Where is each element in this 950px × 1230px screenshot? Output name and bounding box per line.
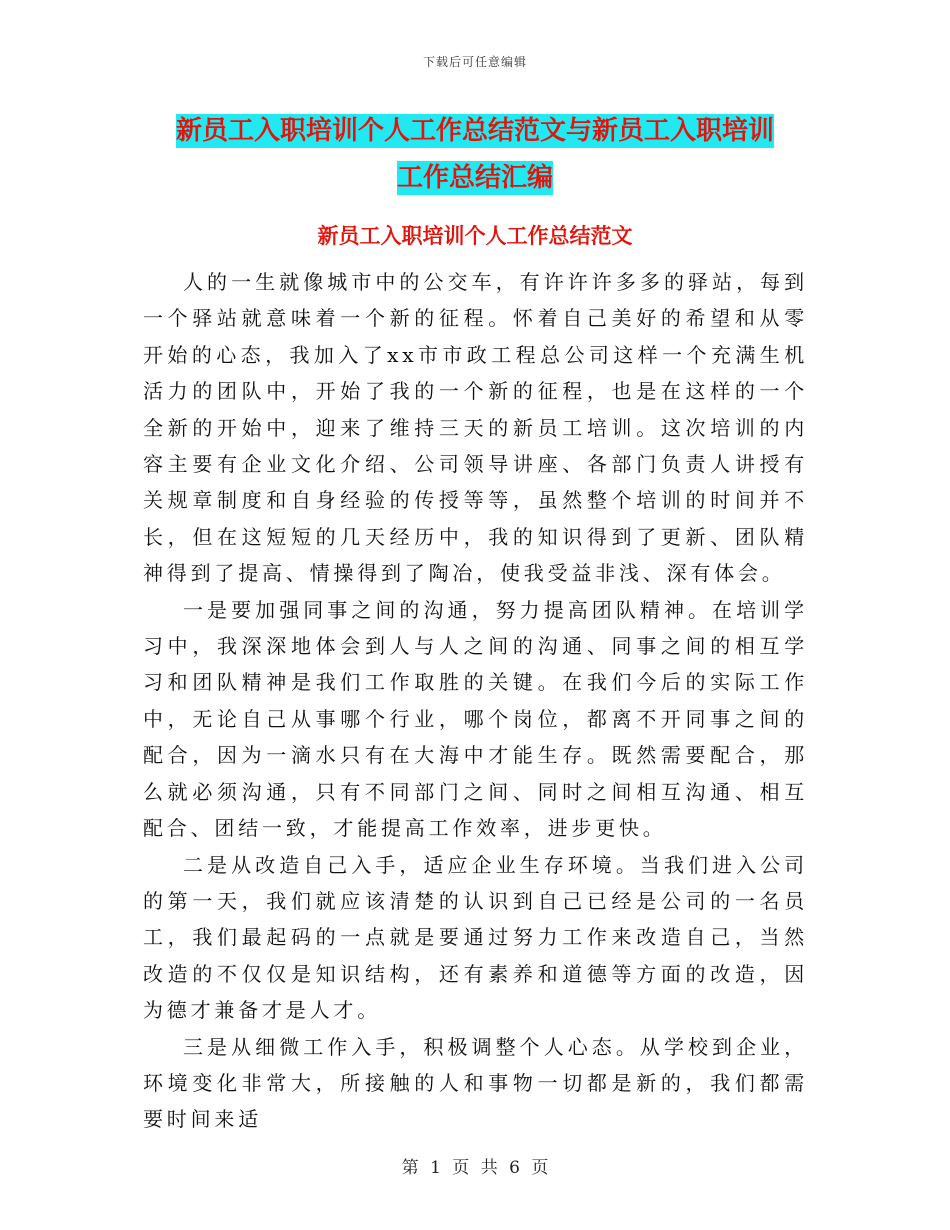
body-paragraph-1: 人的一生就像城市中的公交车，有许许许多多的驿站，每到一个驿站就意味着一个新的征程。怀着自己美好的希望和从零开始的心态，我加入了xx市市政工程总公司这样一个充满生机活力的团队中，开始了我的一个新的征程，也是在这样的一个全新的开始中，迎来了维持三天的新员工培训。这次培训的内容主要有企业文化介绍、公司领导讲座、各部门负责人讲授有关规章制度和自身经验的传授等等，虽然整个培训的时间并不长，但在这短短的几天经历中，我的知识得到了更新、团队精神得到了提高、情操得到了陶冶，使我受益非浅、深有体会。 [143, 270, 808, 586]
document-title-line-2: 工作总结汇编 [396, 163, 553, 193]
document-title [150, 108, 800, 202]
body-paragraph-2: 一是要加强同事之间的沟通，努力提高团队精神。在培训学习中，我深深地体会到人与人之间的沟通、同事之间的相互学习和团队精神是我们工作取胜的关键。在我们今后的实际工作中，无论自己从事哪个行业，哪个岗位，都离不开同事之间的配合，因为一滴水只有在大海中才能生存。既然需要配合，那么就必须沟通，只有不同部门之间、同时之间相互沟通、相互配合、团结一致，才能提高工作效率，进步更快。 [143, 597, 808, 841]
page-header-note: 下载后可任意编辑 [422, 55, 527, 69]
body-paragraph-3: 二是从改造自己入手，适应企业生存环境。当我们进入公司的第一天，我们就应该清楚的认识到自己已经是公司的一名员工，我们最起码的一点就是要通过努力工作来改造自己，当然改造的不仅仅是知识结构，还有素养和道德等方面的改造，因为德才兼备才是人才。 [143, 852, 808, 1023]
document-body [143, 264, 808, 1138]
page-number-footer: 第 1 页 共 6 页 [401, 1158, 549, 1178]
section-title: 新员工入职培训个人工作总结范文 [317, 224, 633, 248]
document-title-line-1: 新员工入职培训个人工作总结范文与新员工入职培训 [175, 116, 774, 146]
body-paragraph-4: 三是从细微工作入手，积极调整个人心态。从学校到企业，环境变化非常大，所接触的人和事物一切都是新的，我们都需要时间来适 [143, 1034, 808, 1132]
